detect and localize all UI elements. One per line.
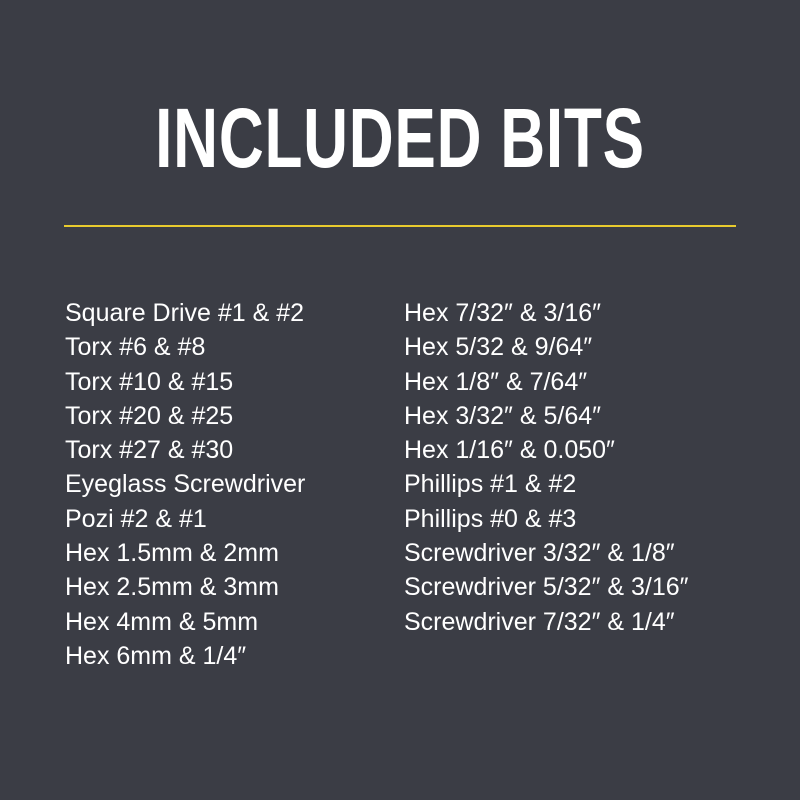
bit-list-item: Square Drive #1 & #2: [65, 299, 305, 327]
bit-list-item: Torx #20 & #25: [65, 401, 234, 430]
bit-list-item: Torx #27 & #30: [65, 436, 234, 465]
bit-list-item: Hex 5/32 & 9/64″: [404, 333, 593, 362]
bit-list-item: Screwdriver 3/32″ & 1/8″: [404, 539, 675, 568]
bit-list-item: Torx #10 & #15: [65, 367, 234, 396]
bit-list-item: Phillips #0 & #3: [404, 504, 577, 533]
bit-list-item: Hex 1.5mm & 2mm: [65, 539, 279, 568]
bit-list-item: Hex 6mm & 1/4″: [65, 641, 247, 670]
bit-list-item: Hex 3/32″ & 5/64″: [404, 401, 601, 430]
bit-list-item: Phillips #1 & #2: [404, 470, 577, 499]
bit-list-item: Hex 4mm & 5mm: [65, 607, 259, 636]
bit-list-item: Screwdriver 5/32″ & 3/16″: [404, 573, 689, 602]
bit-list-item: Pozi #2 & #1: [65, 504, 207, 533]
bit-list-item: Torx #6 & #8: [65, 333, 206, 362]
bit-list-left: [65, 296, 305, 673]
bit-list-item: Hex 1/8″ & 7/64″: [404, 367, 588, 396]
bit-list-item: Eyeglass Screwdriver: [65, 470, 306, 499]
bit-list-item: Hex 7/32″ & 3/16″: [404, 299, 601, 327]
page-title: INCLUDED BITS: [155, 91, 645, 185]
bit-list-item: Hex 2.5mm & 3mm: [65, 573, 279, 602]
bit-list-right: [404, 296, 689, 639]
bit-list-item: Hex 1/16″ & 0.050″: [404, 436, 615, 465]
accent-divider: [64, 225, 736, 227]
bit-list-item: Screwdriver 7/32″ & 1/4″: [404, 607, 675, 636]
